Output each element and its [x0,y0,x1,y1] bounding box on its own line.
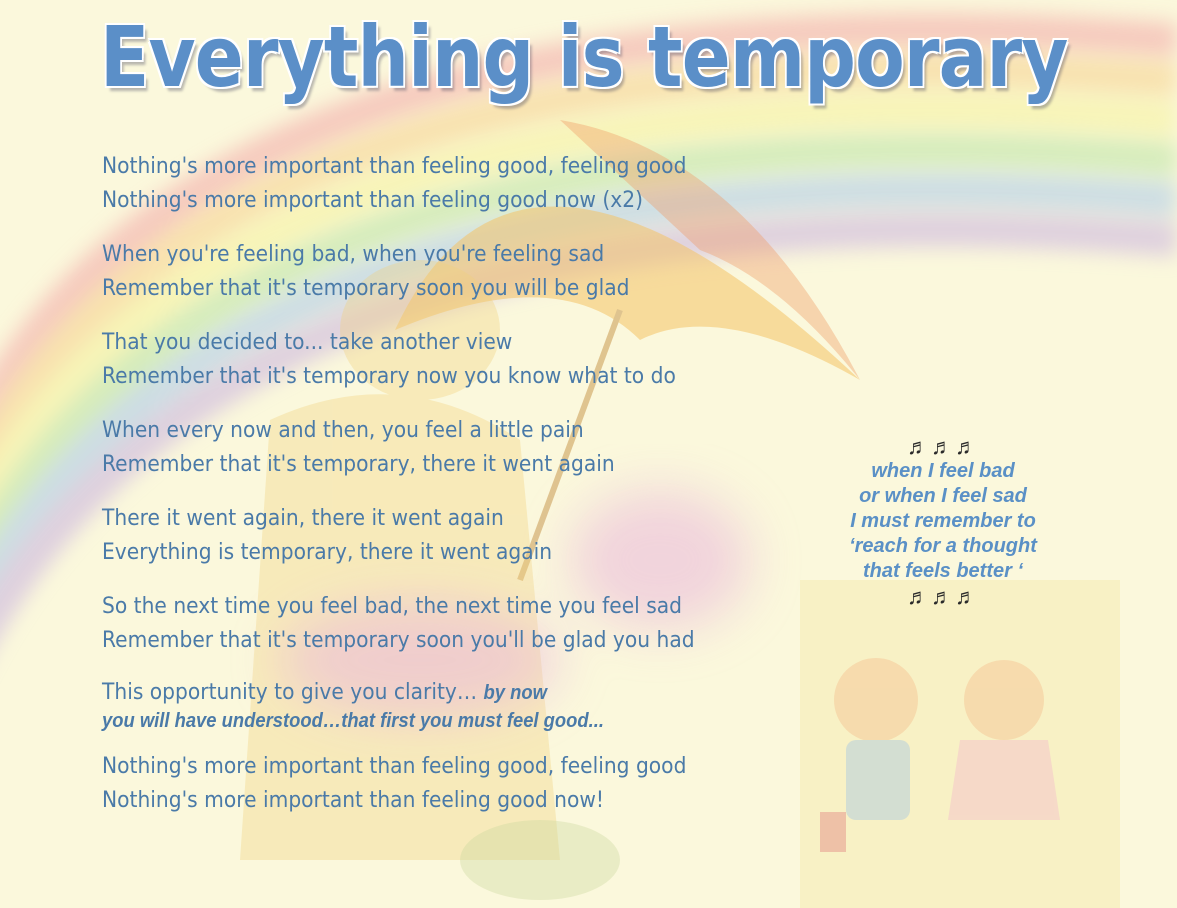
lyrics-stanza [102,414,802,482]
lyrics-line: Nothing's more important than feeling good now (x2) [102,188,643,213]
lyrics-line: Nothing's more important than feeling good, feeling good [102,154,687,179]
side-note-line: I must remember to [850,510,1036,532]
lyrics-stanza [102,326,802,394]
page-title: Everything is temporary [100,8,1068,106]
clarity-stanza [102,678,802,734]
lyrics-line: Nothing's more important than feeling good, feeling good [102,754,687,779]
side-note-line: when I feel bad [871,460,1015,482]
lyrics-line: Remember that it's temporary soon you will be glad [102,276,630,301]
clarity-line [102,678,746,708]
lyrics-line: Remember that it's temporary soon you'll be glad you had [102,628,695,653]
clarity-plain-text: This opportunity to give you clarity… [102,680,484,705]
clarity-emphasis-line: you will have understood…that first you must feel good... [102,710,604,732]
side-note-line: ‘reach for a thought [849,535,1037,557]
lyrics-stanza [102,750,802,818]
lyrics-stanza [102,238,802,306]
side-note [820,434,1066,609]
lyrics-line: That you decided to... take another view [102,330,513,355]
side-note-line: or when I feel sad [859,485,1027,507]
lyrics-stanza [102,590,802,658]
lyrics-line: Remember that it's temporary, there it went again [102,452,615,477]
lyrics-stanza [102,502,802,570]
lyrics-line: When you're feeling bad, when you're feeling sad [102,242,605,267]
lyrics-block [102,150,802,838]
lyrics-stanza [102,150,802,218]
lyrics-line: Nothing's more important than feeling good now! [102,788,605,813]
lyrics-line: There it went again, there it went again [102,506,504,531]
music-notes-icon: ♬♬♬ [907,434,979,459]
side-note-line: that feels better ‘ [862,560,1024,582]
clarity-emphasis-text: by now [483,682,547,704]
lyrics-line: So the next time you feel bad, the next time you feel sad [102,594,683,619]
lyrics-line: Everything is temporary, there it went again [102,540,553,565]
lyrics-line: When every now and then, you feel a little pain [102,418,584,443]
lyrics-line: Remember that it's temporary now you know what to do [102,364,676,389]
music-notes-icon: ♬♬♬ [907,584,979,609]
